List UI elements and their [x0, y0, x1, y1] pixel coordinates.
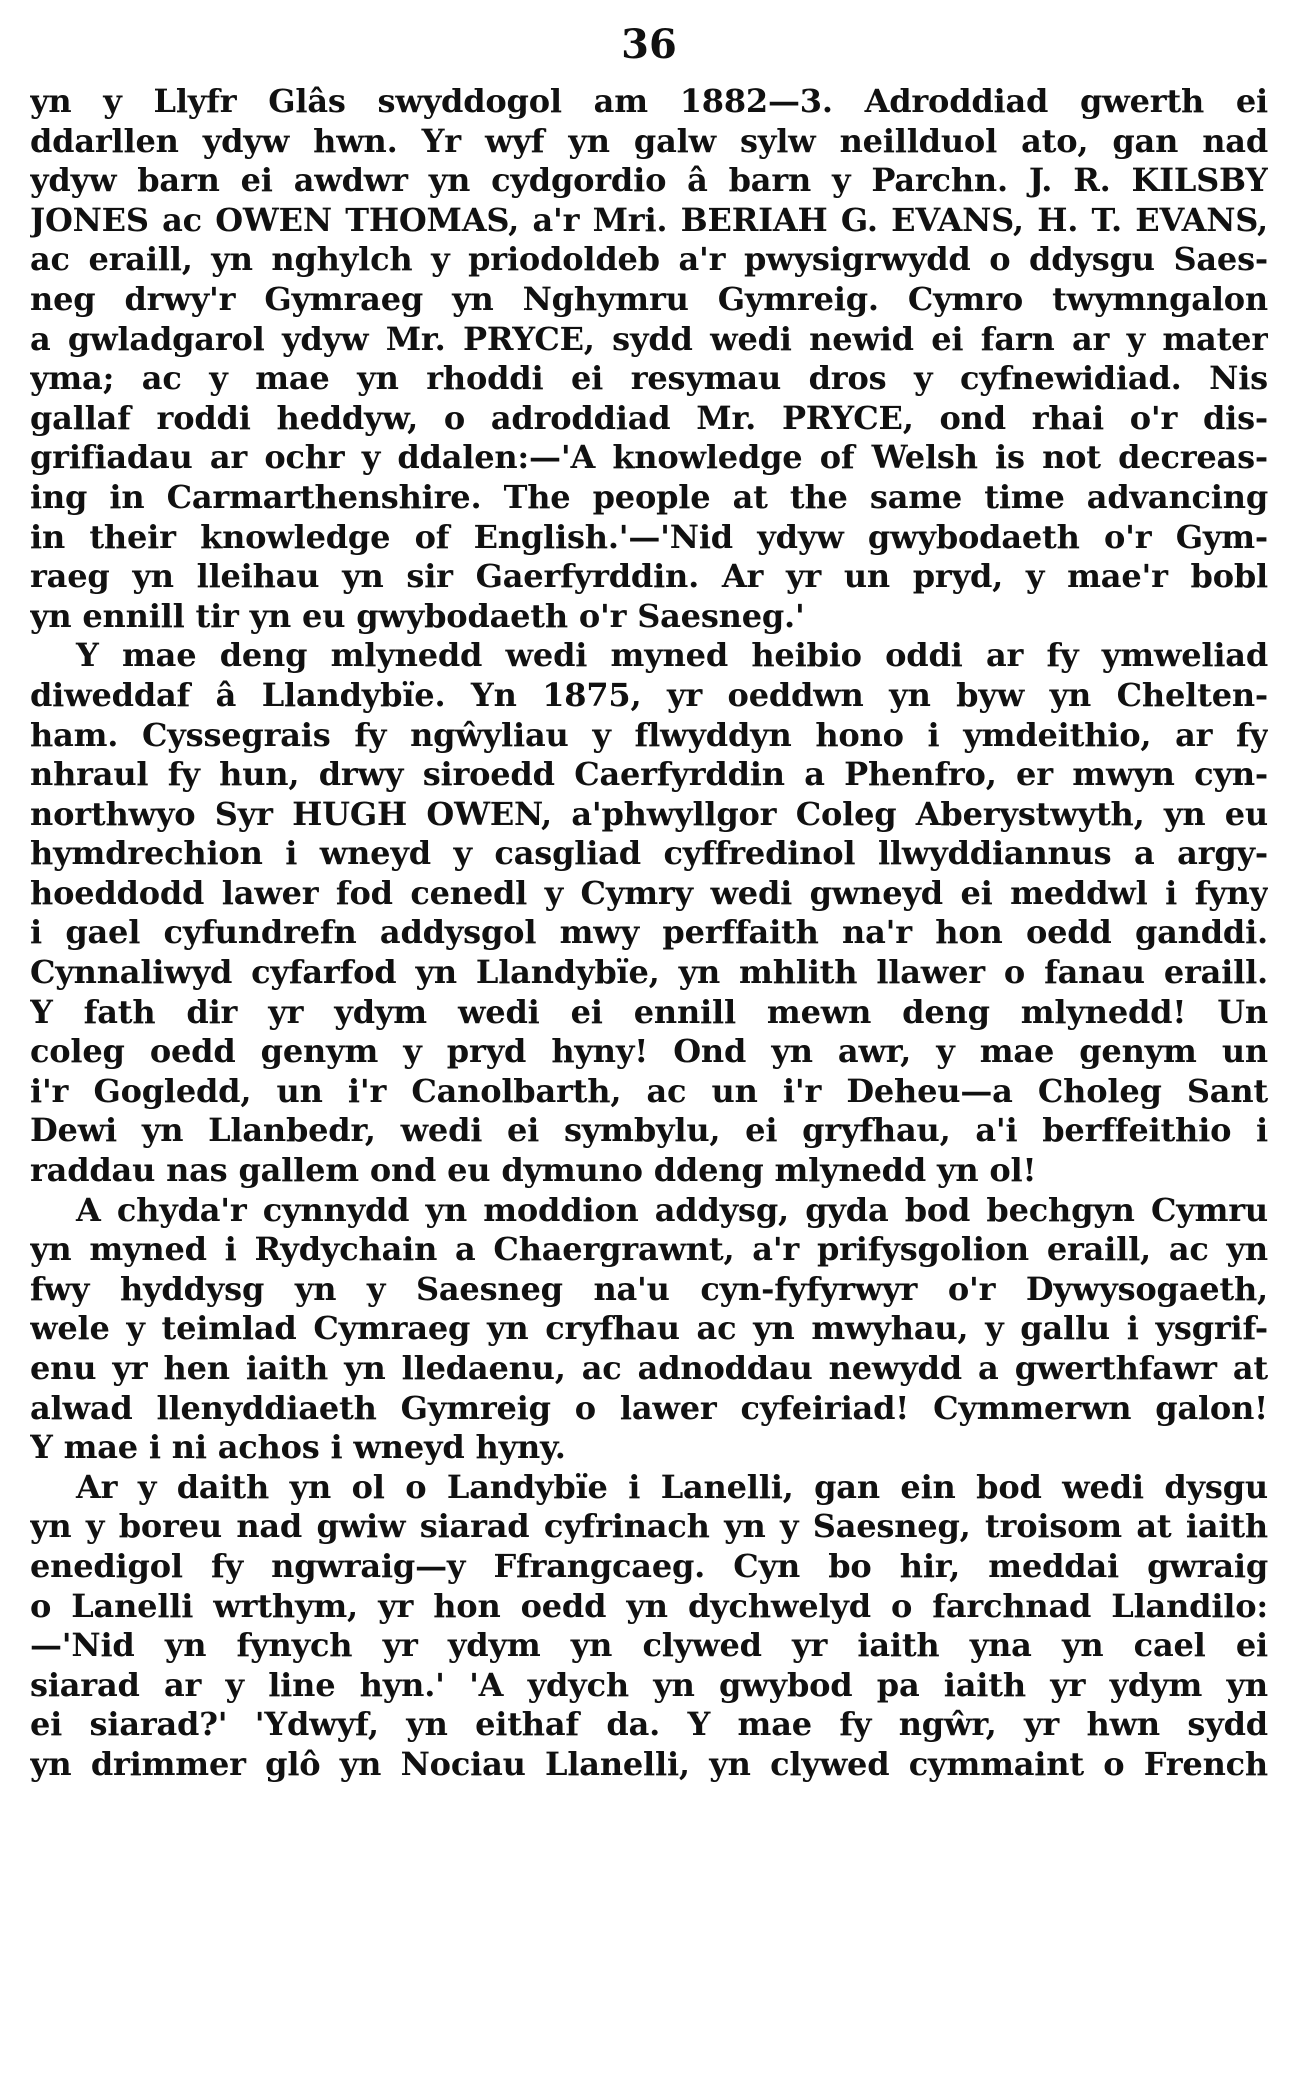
text-line: yn myned i Rydychain a Chaergrawnt, a'r prifysgolion eraill, ac yn: [30, 1230, 1268, 1269]
text-line: hoeddodd lawer fod cenedl y Cymry wedi gwneyd ei meddwl i fyny: [30, 873, 1268, 912]
text-line: Dewi yn Llanbedr, wedi ei symbylu, ei gryfhau, a'i berffeithio i: [30, 1111, 1268, 1150]
text-line: nhraul fy hun, drwy siroedd Caerfyrddin a Phenfro, er mwyn cyn-: [30, 755, 1268, 794]
text-line: siarad ar y line hyn.' 'A ydych yn gwybod pa iaith yr ydym yn: [30, 1665, 1268, 1704]
text-line: ei siarad?' 'Ydwyf, yn eithaf da. Y mae fy ngŵr, yr hwn sydd: [30, 1705, 1268, 1744]
text-line: Y mae deng mlynedd wedi myned heibio oddi ar fy ymweliad: [76, 636, 1268, 675]
text-line: ac eraill, yn nghylch y priodoldeb a'r pwysigrwydd o ddysgu Saes-: [30, 240, 1268, 279]
page-number: 36: [621, 21, 677, 68]
text-line: enedigol fy ngwraig—y Ffrangcaeg. Cyn bo hir, meddai gwraig: [30, 1546, 1268, 1585]
text-line: yn y Llyfr Glâs swyddogol am 1882—3. Adroddiad gwerth ei: [30, 82, 1268, 120]
text-line: A chyda'r cynnydd yn moddion addysg, gyda bod bechgyn Cymru: [76, 1190, 1268, 1229]
text-line: yn y boreu nad gwiw siarad cyfrinach yn y Saesneg, troisom at iaith: [30, 1507, 1268, 1546]
text-line: in their knowledge of English.'—'Nid ydyw gwybodaeth o'r Gym-: [30, 517, 1268, 556]
text-line: ddarllen ydyw hwn. Yr wyf yn galw sylw neillduol ato, gan nad: [30, 121, 1268, 160]
text-line: enu yr hen iaith yn lledaenu, ac adnoddau newydd a gwerthfawr at: [30, 1349, 1268, 1387]
text-line: yn ennill tir yn eu gwybodaeth o'r Saesneg.': [30, 596, 805, 635]
text-line: raeg yn lleihau yn sir Gaerfyrddin. Ar yr un pryd, y mae'r bobl: [30, 557, 1268, 596]
text-line: Cynnaliwyd cyfarfod yn Llandybïe, yn mhlith llawer o fanau eraill.: [30, 953, 1268, 992]
text-line: ing in Carmarthenshire. The people at the same time advancing: [30, 477, 1268, 516]
text-line: Ar y daith yn ol o Landybïe i Lanelli, gan ein bod wedi dysgu: [76, 1467, 1268, 1506]
text-line: gallaf roddi heddyw, o adroddiad Mr. PRYCE, ond rhai o'r dis-: [30, 398, 1268, 437]
text-line: northwyo Syr HUGH OWEN, a'phwyllgor Coleg Aberystwyth, yn eu: [30, 794, 1268, 833]
text-line: neg drwy'r Gymraeg yn Nghymru Gymreig. Cymro twymngalon: [30, 279, 1268, 318]
text-line: hymdrechion i wneyd y casgliad cyffredinol llwyddiannus a argy-: [30, 834, 1268, 873]
text-line: diweddaf â Llandybïe. Yn 1875, yr oeddwn yn byw yn Chelten-: [30, 675, 1268, 714]
text-line: a gwladgarol ydyw Mr. PRYCE, sydd wedi newid ei farn ar y mater: [30, 319, 1268, 358]
text-line: i gael cyfundrefn addysgol mwy perffaith na'r hon oedd ganddi.: [30, 913, 1268, 952]
body-text: [30, 82, 1268, 1785]
text-line: yma; ac y mae yn rhoddi ei resymau dros y cyfnewidiad. Nis: [30, 359, 1268, 398]
text-line: JONES ac OWEN THOMAS, a'r Mri. BERIAH G. EVANS, H. T. EVANS,: [30, 200, 1268, 239]
text-line: —'Nid yn fynych yr ydym yn clywed yr iaith yna yn cael ei: [30, 1626, 1268, 1665]
text-line: alwad llenyddiaeth Gymreig o lawer cyfeiriad! Cymmerwn galon!: [30, 1388, 1268, 1427]
text-line: o Lanelli wrthym, yr hon oedd yn dychwelyd o farchnad Llandilo:: [30, 1586, 1268, 1625]
text-line: grifiadau ar ochr y ddalen:—'A knowledge of Welsh is not decreas-: [30, 438, 1268, 477]
text-line: ydyw barn ei awdwr yn cydgordio â barn y Parchn. J. R. KILSBY: [30, 161, 1268, 200]
text-line: coleg oedd genym y pryd hyny! Ond yn awr, y mae genym un: [30, 1032, 1268, 1071]
text-line: wele y teimlad Cymraeg yn cryfhau ac yn mwyhau, y gallu i ysgrif-: [30, 1309, 1268, 1348]
text-line: Y fath dir yr ydym wedi ei ennill mewn deng mlynedd! Un: [30, 992, 1268, 1031]
text-line: Y mae i ni achos i wneyd hyny.: [30, 1428, 566, 1467]
text-line: fwy hyddysg yn y Saesneg na'u cyn-fyfyrwyr o'r Dywysogaeth,: [30, 1269, 1268, 1308]
text-line: ham. Cyssegrais fy ngŵyliau y flwyddyn hono i ymdeithio, ar fy: [30, 715, 1268, 754]
text-line: i'r Gogledd, un i'r Canolbarth, ac un i'r Deheu—a Choleg Sant: [30, 1071, 1268, 1110]
text-line: raddau nas gallem ond eu dymuno ddeng mlynedd yn ol!: [30, 1151, 1037, 1190]
text-line: yn drimmer glô yn Nociau Llanelli, yn clywed cymmaint o French: [30, 1744, 1268, 1783]
